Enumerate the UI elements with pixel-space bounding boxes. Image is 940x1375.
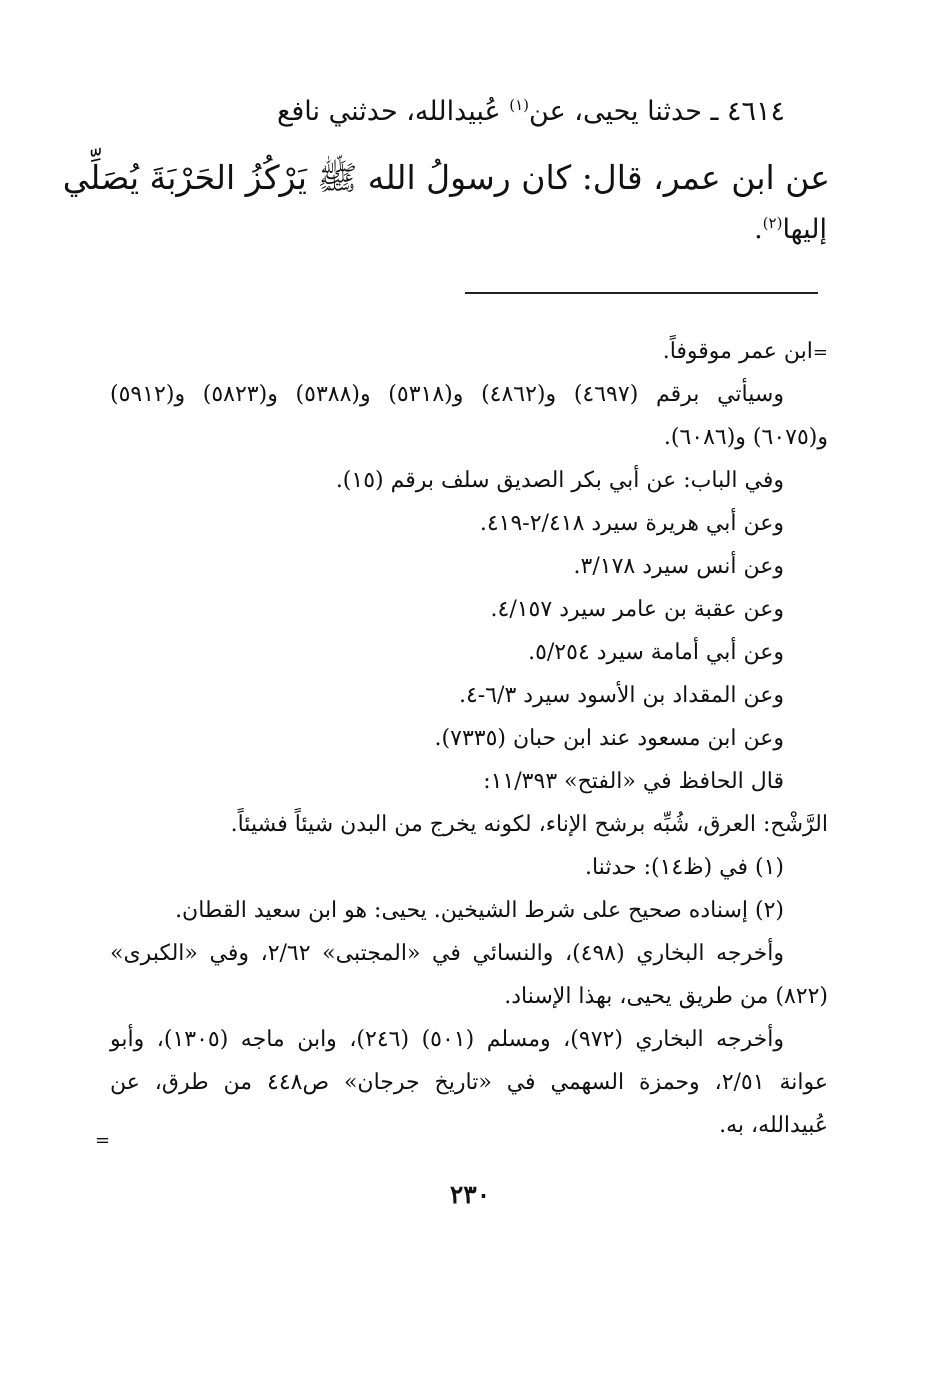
hadith-isnad-start: ٤٦١٤ ـ حدثنا يحيى، عن (529, 96, 785, 127)
footnote-2: (٢) إسناده صحيح على شرط الشيخين. يحيى: هو ابن سعيد القطان. (175, 898, 784, 923)
page-number: ٢٣٠ (449, 1180, 491, 1209)
continuation-marker: = (812, 342, 828, 363)
footnote-1: (١) في (ظ١٤): حدثنا. (584, 855, 784, 880)
footnote-line: قال الحافظ في «الفتح» ١١/٣٩٣: (483, 769, 784, 794)
footnote-line: وسيأتي برقم (٤٦٩٧) و(٤٨٦٢) و(٥٣١٨) و(٥٣٨٨) و(٥٨٢٣) و(٥٩١٢) (110, 382, 784, 407)
footnote-line: وأخرجه البخاري (٩٧٢)، ومسلم (٥٠١) (٢٤٦)، وابن ماجه (١٣٠٥)، وأبو (110, 1027, 785, 1052)
footnote-line: وعن عقبة بن عامر سيرد ٤/١٥٧. (490, 597, 784, 622)
hadith-isnad-end: عُبيدالله، حدثني نافع (277, 96, 510, 127)
footnote-ref-1: (١) (509, 96, 530, 114)
footnote-ref-2: (٢) (762, 214, 783, 232)
footnote-line: و(٦٠٧٥) و(٦٠٨٦). (663, 425, 828, 450)
footnote-divider (465, 292, 818, 294)
footnote-line: وفي الباب: عن أبي بكر الصديق سلف برقم (١٥). (335, 468, 784, 493)
hadith-matn-end-punct: . (754, 214, 763, 245)
footnote-line: =ابن عمر موقوفاً. (662, 339, 828, 364)
hadith-isnad-line (75, 94, 785, 130)
footnote-line: عوانة ٢/٥١، وحمزة السهمي في «تاريخ جرجان» ص٤٤٨ من طرق، عن (110, 1070, 829, 1095)
hadith-matn-end: إليها (782, 214, 827, 245)
hadith-matn-end-line (117, 212, 827, 248)
footnote-line: وعن أبي أمامة سيرد ٥/٢٥٤. (528, 640, 784, 665)
footnote-line: عُبيدالله، به. (719, 1113, 828, 1138)
footnote-line: وأخرجه البخاري (٤٩٨)، والنسائي في «المجتبى» ٢/٦٢، وفي «الكبرى» (110, 941, 784, 966)
footnotes-section (110, 330, 828, 1147)
footnote-line: الرَّشْح: العرق، شُبِّه برشح الإناء، لكونه يخرج من البدن شيئاً فشيئاً. (230, 812, 828, 837)
next-page-marker: = (95, 1130, 111, 1151)
footnote-line: وعن أبي هريرة سيرد ٢/٤١٨-٤١٩. (479, 511, 784, 536)
footnote-line: (٨٢٢) من طريق يحيى، بهذا الإسناد. (504, 984, 828, 1009)
footnote-line: وعن المقداد بن الأسود سيرد ٦/٣-٤. (458, 683, 784, 708)
footnote-line: وعن ابن مسعود عند ابن حبان (٧٣٣٥). (434, 726, 784, 751)
footnote-line: وعن أنس سيرد ٣/١٧٨. (573, 554, 784, 579)
hadith-matn-line: عن ابن عمر، قال: كان رسولُ الله ﷺ يَرْكُزُ الحَرْبَةَ يُصَلِّي (62, 158, 830, 197)
